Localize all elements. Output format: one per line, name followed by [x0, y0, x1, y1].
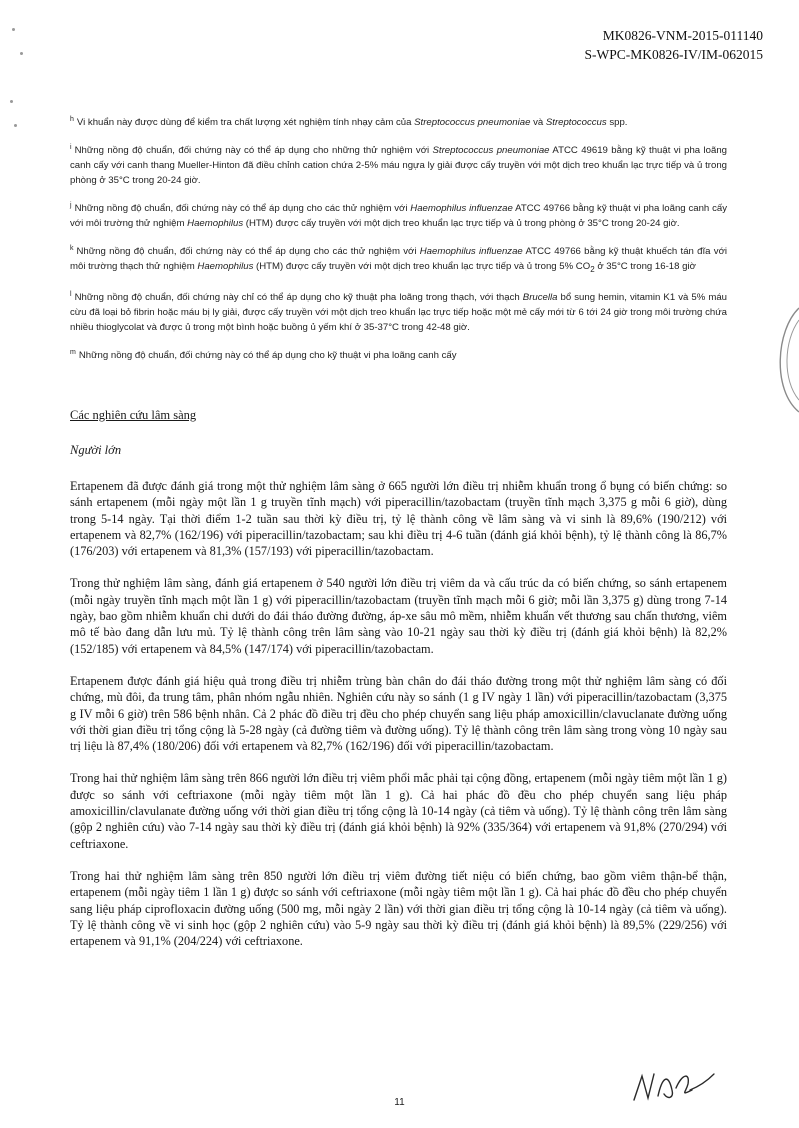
footnote-mark: h [70, 116, 74, 123]
scan-speck [12, 28, 15, 31]
footnote-i: $^i$ Những nồng độ chuẩn, đối chứng này có thể áp dụng cho những thử nghiệm với Streptococcus pneumoniae ATCC 49619 bằng kỹ thuật vi pha loãng canh cấy với canh thang Mueller-Hinton đã điều chỉnh cation chứa 2-5% máu ngựa ly giải được cấy truyền với một dịch treo khuẩn lạc trực tiếp và ủ trong phòng ở 35°C trong 20-24 giờ. [70, 144, 727, 186]
document-code-header [585, 26, 764, 64]
document-code-line2: S-WPC-MK0826-IV/IM-062015 [584, 47, 763, 62]
section-title: Các nghiên cứu lâm sàng [70, 408, 197, 422]
footnote-mark: j [70, 202, 72, 209]
paragraph: Trong hai thử nghiệm lâm sàng trên 850 người lớn điều trị viêm đường tiết niệu có biến chứng, bao gồm viêm thận-bể thận, ertapenem (mỗi ngày tiêm 1 lần 1 g) được so sánh với ceftriaxone (mỗi ngày tiêm một lần 1 g). Cả hai phác đồ đều cho phép chuyển sang liệu pháp ciprofloxacin đường uống (500 mg, mỗi ngày 2 lần) với thời gian điều trị tổng cộng là 10-14 ngày (cả tiêm và uống). Tỷ lệ thành công về vi sinh học (gộp 2 nghiên cứu) vào 5-9 ngày sau thời kỳ điều trị (đánh giá khỏi bệnh) là 89,5% (229/256) với ertapenem và 91,1% (204/224) với ceftriaxone. [70, 868, 727, 949]
footnote-m: $^m$ Những nồng độ chuẩn, đối chứng này có thể áp dụng cho kỹ thuật vi pha loãng canh cấy [70, 348, 457, 361]
footnotes [70, 112, 727, 373]
footnote-mark: m [70, 348, 76, 356]
paragraph: Trong hai thử nghiệm lâm sàng trên 866 người lớn điều trị viêm phổi mắc phải tại cộng đồng, ertapenem (mỗi ngày tiêm một lần 1 g) được so sánh với ceftriaxone (mỗi ngày tiêm một lần 1 g). Cả hai phác đồ đều cho phép chuyển sang liệu pháp amoxicillin/clavulanate đường uống với thời gian điều trị tổng cộng là 10-14 ngày (cả tiêm và uống). Tỷ lệ thành công trên lâm sàng (gộp 2 nghiên cứu) vào 7-14 ngày sau thời kỳ điều trị (đánh giá khỏi bệnh) là 92% (335/364) với ertapenem và 91,8% (270/294) với ceftriaxone. [70, 771, 727, 851]
footnote-k: $^k$ Những nồng độ chuẩn, đối chứng này có thể áp dụng cho các thử nghiệm với Haemophilus influenzae ATCC 49766 bằng kỹ thuật khuếch tán đĩa với môi trường thạch thử nghiệm Haemophilus (HTM) được cấy truyền với một dịch treo khuẩn lạc trực tiếp và ủ trong 5% $CO_2$ ở 35°C trong 16-18 giờ [70, 245, 727, 274]
partial-stamp-mark [768, 300, 799, 420]
footnote-mark: l [70, 290, 72, 298]
main-content [70, 408, 727, 965]
paragraph: Ertapenem đã được đánh giá trong một thử nghiệm lâm sàng ở 665 người lớn điều trị nhiễm khuẩn trong ổ bụng có biến chứng: so sánh ertapenem (mỗi ngày một lần 1 g truyền tĩnh mạch) với piperacillin/tazobactam (truyền tĩnh mạch 3,375 g mỗi 6 giờ), dùng trong 5-14 ngày. Tại thời điểm 1-2 tuần sau thời kỳ điều trị, tỷ lệ thành công về lâm sàng và vi sinh là 89,6% (190/212) với ertapenem và 82,7% (162/196) với piperacillin/tazobactam; sau khi điều trị 4-6 tuần (đánh giá khỏi bệnh), tỷ lệ thành công là 86,7% (176/203) với ertapenem và 81,3% (157/193) với piperacillin/tazobactam. [70, 479, 727, 559]
footnote-h: $^h$ Vi khuẩn này được dùng để kiểm tra chất lượng xét nghiệm tính nhạy cảm của Streptococcus pneumoniae và Streptococcus spp. [70, 116, 628, 128]
scan-speck [20, 52, 23, 55]
scan-speck [14, 124, 17, 127]
footnote-mark: k [70, 245, 74, 252]
paragraph: Ertapenem được đánh giá hiệu quả trong điều trị nhiễm trùng bàn chân do đái tháo đường trong một thử nghiệm lâm sàng có đối chứng, mù đôi, đa trung tâm, phân nhóm ngẫu nhiên. Nghiên cứu này so sánh (1 g IV ngày 1 lần) với piperacillin/tazobactam (3,375 g IV mỗi 6 giờ) trên 586 bệnh nhân. Cả 2 phác đồ điều trị đều cho phép chuyển sang liệu pháp amoxicillin/clavuclanate đường uống với thời gian điều trị tổng cộng là 5-28 ngày (cả đường tiêm và đường uống). Tỷ lệ thành công trên lâm sàng trong vòng 10 ngày sau trị liệu là 87,4% (180/206) đối với ertapenem và 82,7% (162/196) đối với piperacillin/tazobactam. [70, 673, 727, 754]
footnote-mark: i [70, 144, 72, 151]
footnote-l: $^l$ Những nồng độ chuẩn, đối chứng này chỉ có thể áp dụng cho kỹ thuật pha loãng trong thạch, với thạch Brucella bổ sung hemin, vitamin K1 và 5% máu cừu đã loại bỏ fibrin hoặc máu bị ly giải, được cấy truyền với một dịch treo khuẩn lạc trực tiếp hoặc một mẻ cấy mới từ 6 tới 24 giờ trong môi trường chứa nhiều thioglycolat và được ủ trong một bình hoặc buồng ủ yếm khí ở 35-37°C trong 42-48 giờ. [70, 290, 727, 333]
footnote-j: $^j$ Những nồng độ chuẩn, đối chứng này có thể áp dụng cho các thử nghiệm với Haemophilus influenzae ATCC 49766 bằng kỹ thuật vi pha loãng canh cấy với môi trường thử nghiệm Haemophilus (HTM) được cấy truyền với một dịch treo khuẩn lạc trực tiếp và ủ trong phòng ở 35°C trong 20-24 giờ. [70, 202, 727, 229]
page-number: 11 [394, 1097, 405, 1108]
paragraph: Trong thử nghiệm lâm sàng, đánh giá ertapenem ở 540 người lớn điều trị viêm da và cấu trúc da có biến chứng, so sánh ertapenem (mỗi ngày truyền tĩnh mạch một lần 1 g) với piperacillin/tazobactam (truyền tĩnh mạch mỗi 6 giờ; mỗi lần 3,375 g) dùng trong 7-14 ngày, bao gồm nhiễm khuẩn chi dưới do đái tháo đường đường, áp-xe sâu mô mềm, nhiễm khuẩn vết thương sau chấn thương, viêm mô tế bào đang dẫn lưu mủ. Tỷ lệ thành công trên lâm sàng vào 10-21 ngày sau thời kỳ điều trị (đánh giá khỏi bệnh) là 82,2% (152/185) với ertapenem và 84,5% (147/174) với piperacillin/tazobactam. [70, 576, 727, 656]
document-code-line1: MK0826-VNM-2015-011140 [602, 28, 763, 43]
section-subtitle: Người lớn [70, 443, 122, 457]
scan-speck [10, 100, 13, 103]
